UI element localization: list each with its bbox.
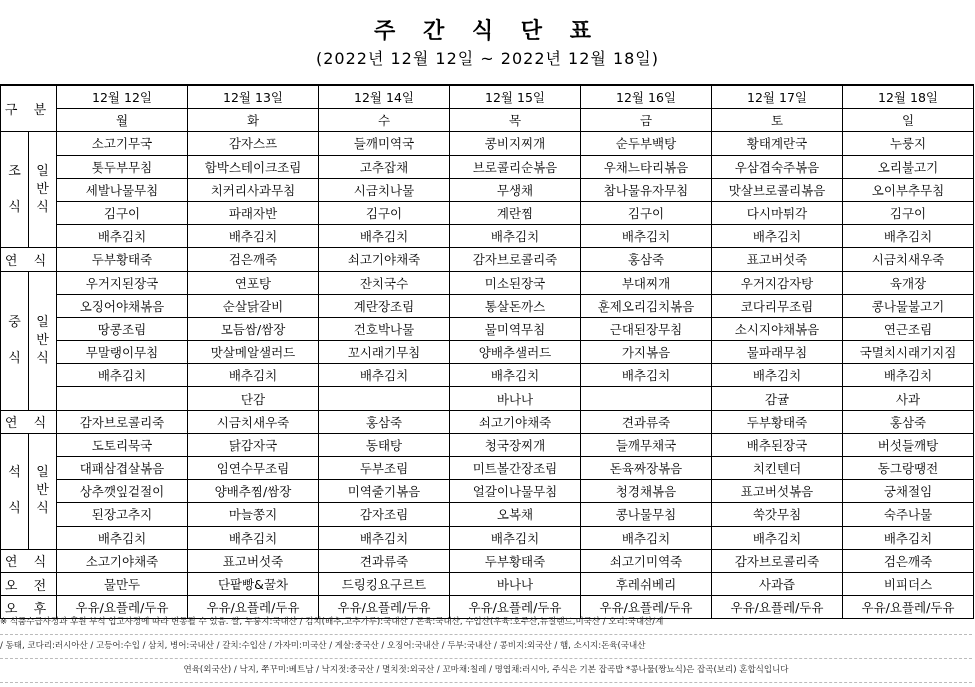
menu-item: 표고버섯볶음	[712, 480, 843, 503]
menu-item: 연포탕	[188, 271, 319, 294]
menu-item: 미트볼간장조림	[450, 457, 581, 480]
soft-item: 홍삼죽	[843, 410, 974, 433]
menu-item: 오복채	[450, 503, 581, 526]
breakfast-type: 일 반 식	[29, 132, 57, 248]
menu-item: 배추김치	[581, 364, 712, 387]
menu-item: 배추김치	[712, 225, 843, 248]
origin-notes	[0, 611, 972, 683]
menu-item: 소시지야채볶음	[712, 317, 843, 340]
menu-item: 배추김치	[450, 526, 581, 549]
menu-item: 청경채볶음	[581, 480, 712, 503]
page-title: 주 간 식 단 표	[374, 19, 601, 44]
menu-item: 맛살브로콜리볶음	[712, 178, 843, 201]
menu-item: 함박스테이크조림	[188, 155, 319, 178]
menu-item: 땅콩조림	[57, 317, 188, 340]
menu-item: 마늘쫑지	[188, 503, 319, 526]
menu-item: 우채느타리볶음	[581, 155, 712, 178]
menu-item: 배추김치	[843, 364, 974, 387]
lunch-type: 일 반 식	[29, 271, 57, 410]
menu-item: 통살돈까스	[450, 294, 581, 317]
snack-item: 물만두	[57, 572, 188, 595]
menu-item: 된장고추지	[57, 503, 188, 526]
soft-item: 홍삼죽	[319, 410, 450, 433]
menu-item: 순두부백탕	[581, 132, 712, 155]
menu-item: 부대찌개	[581, 271, 712, 294]
menu-item: 국멸치시래기지짐	[843, 341, 974, 364]
menu-item: 시금치나물	[319, 178, 450, 201]
menu-item: 얼갈이나물무침	[450, 480, 581, 503]
soft-item: 견과류죽	[581, 410, 712, 433]
day-header: 금	[581, 109, 712, 132]
menu-item: 훈제오리김치볶음	[581, 294, 712, 317]
date-header: 12월 15일	[450, 85, 581, 109]
day-header: 월	[57, 109, 188, 132]
menu-item: 배추된장국	[712, 433, 843, 456]
date-header: 12월 17일	[712, 85, 843, 109]
date-header: 12월 18일	[843, 85, 974, 109]
lunch-label: 중 식	[1, 271, 29, 410]
soft-item: 감자브로콜리죽	[450, 248, 581, 271]
dinner-type: 일 반 식	[29, 433, 57, 549]
menu-item: 배추김치	[319, 225, 450, 248]
date-range: (2022년 12월 12일 ~ 2022년 12월 18일)	[315, 49, 660, 68]
menu-item: 배추김치	[450, 225, 581, 248]
menu-item: 황태계란국	[712, 132, 843, 155]
menu-item: 배추김치	[843, 225, 974, 248]
snack-item: 우유/요플레/두유	[843, 596, 974, 619]
soft-item: 쇠고기미역죽	[581, 549, 712, 572]
menu-item: 동태탕	[319, 433, 450, 456]
menu-item: 배추김치	[319, 526, 450, 549]
menu-item: 감자스프	[188, 132, 319, 155]
soft-item: 두부황태죽	[57, 248, 188, 271]
breakfast-label: 조 식	[1, 132, 29, 248]
menu-item: 들깨무채국	[581, 433, 712, 456]
snack-item: 우유/요플레/두유	[57, 596, 188, 619]
menu-item: 돈육짜장볶음	[581, 457, 712, 480]
menu-item: 상추깻잎겉절이	[57, 480, 188, 503]
soft-item: 표고버섯죽	[712, 248, 843, 271]
menu-item: 오징어야채볶음	[57, 294, 188, 317]
menu-item: 치커리사과무침	[188, 178, 319, 201]
dinner-label: 석 식	[1, 433, 29, 549]
menu-item: 배추김치	[712, 364, 843, 387]
menu-item: 감자조림	[319, 503, 450, 526]
day-header: 수	[319, 109, 450, 132]
snack-item: 바나나	[450, 572, 581, 595]
menu-item: 무말랭이무침	[57, 341, 188, 364]
soft-item: 감자브로콜리죽	[57, 410, 188, 433]
lunch-soft-label: 연 식	[1, 410, 57, 433]
menu-item: 닭감자국	[188, 433, 319, 456]
snack-item: 우유/요플레/두유	[319, 596, 450, 619]
menu-item: 배추김치	[188, 364, 319, 387]
menu-item: 배추김치	[581, 526, 712, 549]
menu-item: 도토리묵국	[57, 433, 188, 456]
note-line-3: 연육(외국산) / 낙지, 쭈꾸미:베트남 / 낙지젓:중국산 / 멸치젓:외국산 / 꼬마채:칠레 / 명엽채:러시아, 주식은 기본 잡곡밥 *콩나물(짱뇨식)은 잡곡(보리) 혼합식입니다	[0, 659, 972, 683]
menu-item: 계란장조림	[319, 294, 450, 317]
menu-item: 배추김치	[712, 526, 843, 549]
menu-item: 꼬시래기무침	[319, 341, 450, 364]
menu-item: 배추김치	[319, 364, 450, 387]
menu-item	[581, 387, 712, 410]
date-header: 12월 14일	[319, 85, 450, 109]
snack-item: 후레쉬베리	[581, 572, 712, 595]
breakfast-soft-label: 연 식	[1, 248, 57, 271]
menu-item: 배추김치	[57, 364, 188, 387]
snack-item: 우유/요플레/두유	[581, 596, 712, 619]
day-header: 화	[188, 109, 319, 132]
menu-item: 맛살메알샐러드	[188, 341, 319, 364]
snack_am-label: 오 전	[1, 572, 57, 595]
day-header: 일	[843, 109, 974, 132]
menu-item: 콩비지찌개	[450, 132, 581, 155]
menu-item: 잔치국수	[319, 271, 450, 294]
menu-item: 감귤	[712, 387, 843, 410]
menu-item: 동그랑땡전	[843, 457, 974, 480]
menu-item: 물파래무침	[712, 341, 843, 364]
snack-item: 우유/요플레/두유	[188, 596, 319, 619]
menu-item: 육개장	[843, 271, 974, 294]
menu-item: 가지볶음	[581, 341, 712, 364]
date-header: 12월 13일	[188, 85, 319, 109]
menu-item: 오이부추무침	[843, 178, 974, 201]
menu-item: 콩나물무침	[581, 503, 712, 526]
menu-item: 양배추샐러드	[450, 341, 581, 364]
menu-item: 참나물유자무침	[581, 178, 712, 201]
menu-item: 모듬쌈/쌈장	[188, 317, 319, 340]
menu-item: 배추김치	[188, 526, 319, 549]
menu-item: 건호박나물	[319, 317, 450, 340]
soft-item: 홍삼죽	[581, 248, 712, 271]
day-header: 토	[712, 109, 843, 132]
menu-item: 순살닭갈비	[188, 294, 319, 317]
menu-item: 근대된장무침	[581, 317, 712, 340]
menu-item: 쑥갓무침	[712, 503, 843, 526]
menu-item: 고추잡채	[319, 155, 450, 178]
menu-item: 청국장찌개	[450, 433, 581, 456]
menu-item: 임연수무조림	[188, 457, 319, 480]
menu-item: 누룽지	[843, 132, 974, 155]
soft-item: 감자브로콜리죽	[712, 549, 843, 572]
menu-item: 배추김치	[188, 225, 319, 248]
soft-item: 쇠고기야채죽	[319, 248, 450, 271]
menu-item: 숙주나물	[843, 503, 974, 526]
weekly-menu-table	[0, 84, 974, 619]
date-header: 12월 16일	[581, 85, 712, 109]
menu-item: 톳두부무침	[57, 155, 188, 178]
menu-item: 배추김치	[450, 364, 581, 387]
soft-item: 두부황태죽	[712, 410, 843, 433]
menu-item: 대패삼겹살볶음	[57, 457, 188, 480]
menu-item: 치킨텐더	[712, 457, 843, 480]
soft-item: 두부황태죽	[450, 549, 581, 572]
snack-item: 비피더스	[843, 572, 974, 595]
menu-item: 버섯들깨탕	[843, 433, 974, 456]
menu-item: 배추김치	[843, 526, 974, 549]
menu-item: 김구이	[319, 201, 450, 224]
soft-item: 표고버섯죽	[188, 549, 319, 572]
menu-item: 소고기무국	[57, 132, 188, 155]
division-label: 구 분	[1, 85, 57, 132]
menu-item: 김구이	[843, 201, 974, 224]
menu-item: 다시마튀각	[712, 201, 843, 224]
note-line-2: / 동태, 코다리:러시아산 / 고등어:수입 / 삼치, 병어:국내산 / 갈치:수입산 / 가자미:미국산 / 게살:중국산 / 오징어:국내산 / 두부:국내산 / 콩비지:외국산 / 햄, 소시지:돈육(국내산	[0, 635, 972, 659]
menu-item: 우거지된장국	[57, 271, 188, 294]
menu-item: 배추김치	[581, 225, 712, 248]
menu-item: 바나나	[450, 387, 581, 410]
menu-item: 코다리무조림	[712, 294, 843, 317]
snack-item: 드링킹요구르트	[319, 572, 450, 595]
menu-item: 미역줄기볶음	[319, 480, 450, 503]
menu-item: 우삼겹숙주볶음	[712, 155, 843, 178]
dinner-soft-label: 연 식	[1, 549, 57, 572]
snack-item: 우유/요플레/두유	[450, 596, 581, 619]
menu-item: 우거지감자탕	[712, 271, 843, 294]
soft-item: 견과류죽	[319, 549, 450, 572]
menu-item: 물미역무침	[450, 317, 581, 340]
menu-item: 오리불고기	[843, 155, 974, 178]
menu-item	[319, 387, 450, 410]
menu-item: 단감	[188, 387, 319, 410]
snack_pm-label: 오 후	[1, 596, 57, 619]
menu-item	[57, 387, 188, 410]
snack-item: 단팥빵&꿀차	[188, 572, 319, 595]
menu-item: 파래자반	[188, 201, 319, 224]
soft-item: 검은깨죽	[843, 549, 974, 572]
menu-item: 들깨미역국	[319, 132, 450, 155]
soft-item: 소고기야채죽	[57, 549, 188, 572]
menu-item: 계란찜	[450, 201, 581, 224]
soft-item: 시금치새우죽	[188, 410, 319, 433]
menu-item: 배추김치	[57, 225, 188, 248]
soft-item: 검은깨죽	[188, 248, 319, 271]
note-line-1: ※ 식품수급사정과 후원 부식 입고사정에 따라 변동될 수 있음. 쌀, 누룽지:국내산 / 김치(배추,고추가루):국내산 / 돈육:국내산, 수입산(우육:호주산,뉴질랜드,미국산 / 오리:국내산/계	[0, 611, 972, 635]
snack-item: 사과즙	[712, 572, 843, 595]
menu-item: 김구이	[581, 201, 712, 224]
soft-item: 쇠고기야채죽	[450, 410, 581, 433]
menu-item: 세발나물무침	[57, 178, 188, 201]
menu-item: 김구이	[57, 201, 188, 224]
menu-item: 콩나물불고기	[843, 294, 974, 317]
menu-item: 양배추찜/쌈장	[188, 480, 319, 503]
menu-item: 미소된장국	[450, 271, 581, 294]
menu-item: 무생채	[450, 178, 581, 201]
menu-item: 연근조림	[843, 317, 974, 340]
date-header: 12월 12일	[57, 85, 188, 109]
menu-item: 배추김치	[57, 526, 188, 549]
soft-item: 시금치새우죽	[843, 248, 974, 271]
menu-item: 두부조림	[319, 457, 450, 480]
menu-item: 브로콜리순볶음	[450, 155, 581, 178]
menu-item: 궁채절임	[843, 480, 974, 503]
menu-item: 사과	[843, 387, 974, 410]
snack-item: 우유/요플레/두유	[712, 596, 843, 619]
day-header: 목	[450, 109, 581, 132]
